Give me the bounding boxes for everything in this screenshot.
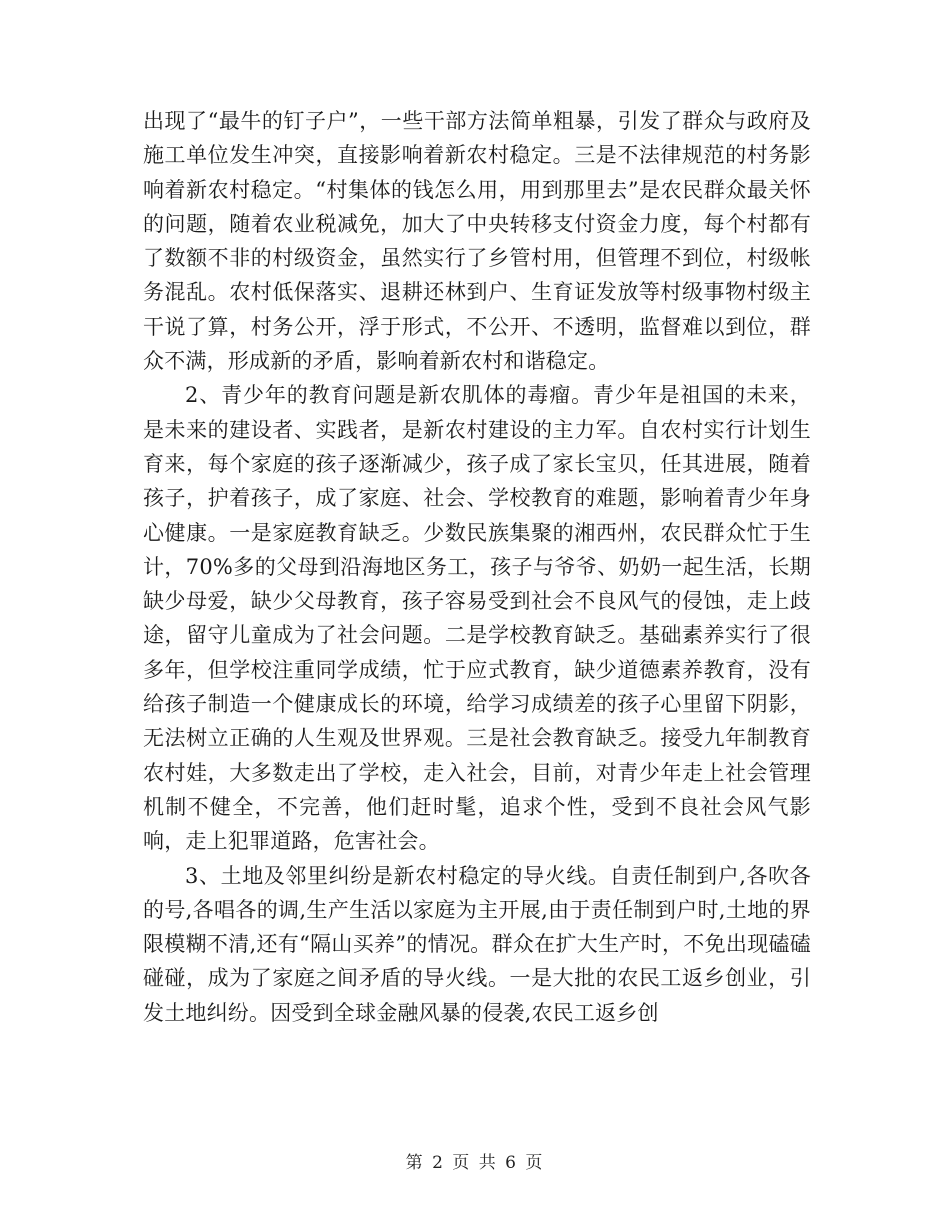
page-number-footer: 第 2 页 共 6 页 — [405, 1153, 545, 1173]
paragraph-1: 出现了“最牛的钉子户”，一些干部方法简单粗暴，引发了群众与政府及施工单位发生冲突，直接影响着新农村稳定。三是不法律规范的村务影响着新农村稳定。“村集体的钱怎么用，用到那里去”是农民群众最关怀的问题，随着农业税减免，加大了中央转移支付资金力度，每个村都有了数额不非的村级资金，虽然实行了乡管村用，但管理不到位，村级帐务混乱。农村低保落实、退耕还林到户、生育证发放等村级事物村级主干说了算，村务公开，浮于形式，不公开、不透明，监督难以到位，群众不满，形成新的矛盾，影响着新农村和谐稳定。 — [143, 109, 811, 374]
paragraph-3: 3、土地及邻里纠纷是新农村稳定的导火线。自责任制到户,各吹各的号,各唱各的调,生产生活以家庭为主开展,由于责任制到户时,土地的界限模糊不清,还有“隔山买养”的情况。群众在扩大生产时，不免出现磕磕碰碰，成为了家庭之间矛盾的导火线。一是大批的农民工返乡创业，引发土地纠纷。因受到全球金融风暴的侵袭,农民工返乡创 — [143, 863, 811, 1025]
paragraph-2: 2、青少年的教育问题是新农肌体的毒瘤。青少年是祖国的未来，是未来的建设者、实践者，是新农村建设的主力军。自农村实行计划生育来，每个家庭的孩子逐渐减少，孩子成了家长宝贝，任其进展，随着孩子，护着孩子，成了家庭、社会、学校教育的难题，影响着青少年身心健康。一是家庭教育缺乏。少数民族集聚的湘西州，农民群众忙于生计，70%多的父母到沿海地区务工，孩子与爷爷、奶奶一起生活，长期缺少母爱，缺少父母教育，孩子容易受到社会不良风气的侵蚀，走上歧途，留守儿童成为了社会问题。二是学校教育缺乏。基础素养实行了很多年，但学校注重同学成绩，忙于应式教育，缺少道德素养教育，没有给孩子制造一个健康成长的环境，给学习成绩差的孩子心里留下阴影，无法树立正确的人生观及世界观。三是社会教育缺乏。接受九年制教育农村娃，大多数走出了学校，走入社会，目前，对青少年走上社会管理机制不健全，不完善，他们赶时髦，追求个性，受到不良社会风气影响，走上犯罪道路，危害社会。 — [143, 383, 811, 854]
body-text — [143, 104, 811, 1030]
